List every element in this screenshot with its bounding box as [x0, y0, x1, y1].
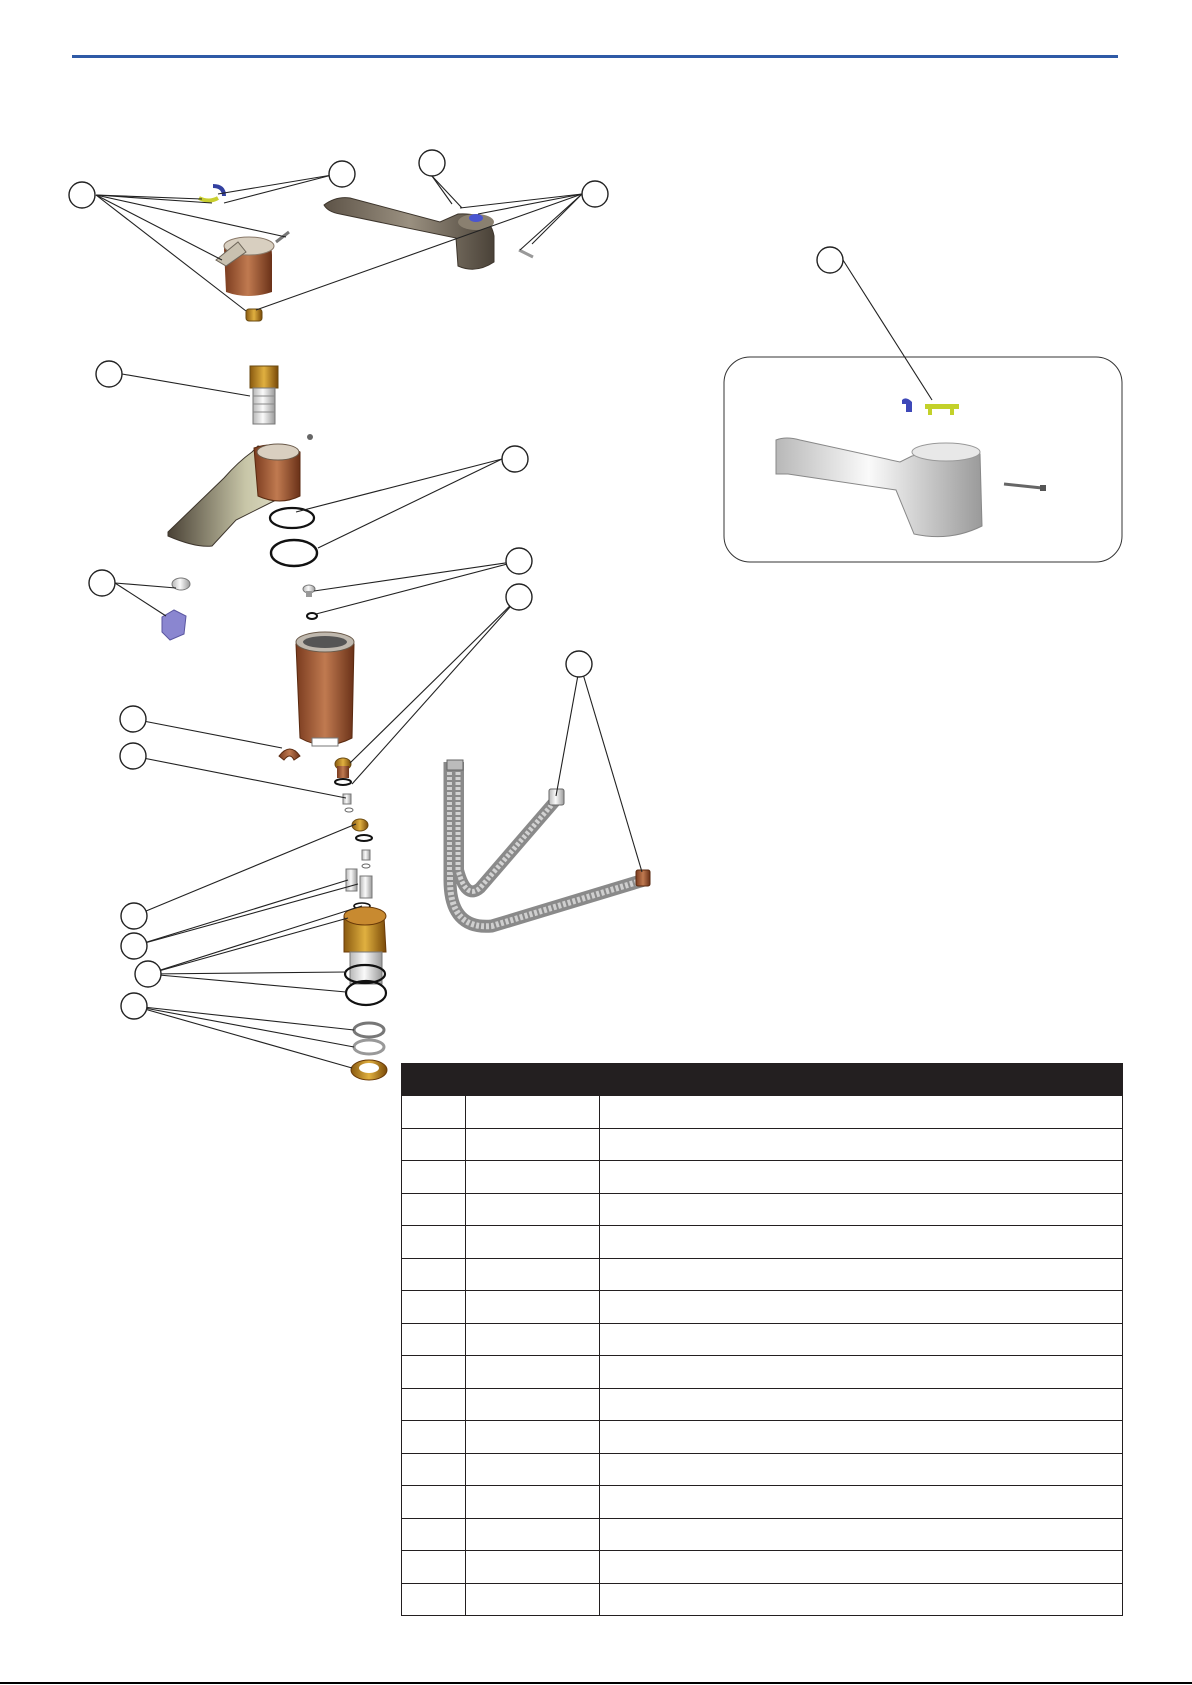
short-handle-part: [216, 237, 274, 296]
table-row: [402, 1096, 1123, 1129]
header-cell: [402, 1064, 466, 1096]
body-sleeve-part: [296, 632, 354, 746]
table-cell: [466, 1226, 600, 1259]
brass-adapter-part: [246, 309, 262, 321]
callout-circle: [582, 181, 608, 207]
table-header-row: [402, 1064, 1123, 1096]
table-cell: [600, 1193, 1123, 1226]
table-cell: [466, 1486, 600, 1519]
table-cell: [466, 1193, 600, 1226]
table-cell: [402, 1258, 466, 1291]
callout-circle: [69, 182, 95, 208]
table-cell: [600, 1518, 1123, 1551]
table-cell: [466, 1356, 600, 1389]
table-cell: [466, 1551, 600, 1584]
table-cell: [466, 1161, 600, 1194]
table-row: [402, 1193, 1123, 1226]
callout-circle: [121, 903, 147, 929]
callout-circle: [120, 706, 146, 732]
base-nut-washers-part: [351, 1023, 387, 1080]
callout-circle: [120, 743, 146, 769]
table-cell: [600, 1388, 1123, 1421]
long-lever-handle-part: [324, 198, 533, 270]
callout-circle: [329, 161, 355, 187]
table-cell: [466, 1518, 600, 1551]
callout-circle: [89, 570, 115, 596]
table-cell: [402, 1518, 466, 1551]
table-cell: [600, 1486, 1123, 1519]
table-cell: [600, 1258, 1123, 1291]
callout-circle: [817, 247, 843, 273]
table-row: [402, 1356, 1123, 1389]
table-cell: [466, 1291, 600, 1324]
cartridge-part: [250, 366, 278, 424]
table-row: [402, 1291, 1123, 1324]
table-cell: [600, 1096, 1123, 1129]
table-cell: [402, 1486, 466, 1519]
table-cell: [466, 1453, 600, 1486]
parts-list-table: [401, 1063, 1123, 1616]
clip-part: [279, 749, 300, 760]
table-cell: [402, 1096, 466, 1129]
table-cell: [402, 1421, 466, 1454]
leader-lines: [96, 175, 932, 1068]
table-cell: [600, 1356, 1123, 1389]
table-cell: [402, 1551, 466, 1584]
footer-rule: [0, 1682, 1192, 1684]
set-screw-part: [276, 232, 289, 242]
table-cell: [402, 1128, 466, 1161]
table-row: [402, 1518, 1123, 1551]
table-row: [402, 1323, 1123, 1356]
spout-part: [168, 444, 300, 546]
table-cell: [466, 1258, 600, 1291]
callout-circle: [419, 150, 445, 176]
table-row: [402, 1551, 1123, 1584]
table-row: [402, 1258, 1123, 1291]
table-cell: [466, 1096, 600, 1129]
callout-circle: [566, 651, 592, 677]
table-row: [402, 1128, 1123, 1161]
table-cell: [402, 1583, 466, 1616]
callout-circle: [121, 993, 147, 1019]
callout-circle: [502, 446, 528, 472]
table-cell: [402, 1323, 466, 1356]
table-cell: [600, 1128, 1123, 1161]
callout-circle: [121, 933, 147, 959]
small-screw-part: [307, 434, 313, 440]
table-cell: [402, 1453, 466, 1486]
table-cell: [466, 1421, 600, 1454]
table-row: [402, 1583, 1123, 1616]
table-cell: [466, 1323, 600, 1356]
table-cell: [600, 1421, 1123, 1454]
valve-stack-parts: [335, 758, 372, 898]
table-cell: [600, 1291, 1123, 1324]
table-cell: [466, 1388, 600, 1421]
table-cell: [402, 1226, 466, 1259]
table-cell: [466, 1128, 600, 1161]
table-row: [402, 1226, 1123, 1259]
header-cell: [600, 1064, 1123, 1096]
table-cell: [466, 1583, 600, 1616]
callout-circle: [96, 361, 122, 387]
flexible-hoses-part: [447, 760, 650, 926]
table-cell: [600, 1583, 1123, 1616]
table-cell: [600, 1161, 1123, 1194]
table-row: [402, 1453, 1123, 1486]
valve-body-part: [344, 903, 386, 1005]
stem-screw-part: [303, 585, 317, 619]
spout-o-rings-part: [270, 508, 317, 566]
callout-circle: [135, 961, 161, 987]
table-cell: [600, 1323, 1123, 1356]
header-cell: [466, 1064, 600, 1096]
table-cell: [600, 1453, 1123, 1486]
table-cell: [600, 1226, 1123, 1259]
table-cell: [402, 1356, 466, 1389]
table-cell: [402, 1161, 466, 1194]
table-cell: [600, 1551, 1123, 1584]
table-row: [402, 1161, 1123, 1194]
table-row: [402, 1421, 1123, 1454]
table-cell: [402, 1291, 466, 1324]
table-cell: [402, 1388, 466, 1421]
table-row: [402, 1486, 1123, 1519]
table-row: [402, 1388, 1123, 1421]
callout-circle: [506, 548, 532, 574]
table-cell: [402, 1193, 466, 1226]
table-body: [402, 1096, 1123, 1616]
callout-circle: [506, 584, 532, 610]
